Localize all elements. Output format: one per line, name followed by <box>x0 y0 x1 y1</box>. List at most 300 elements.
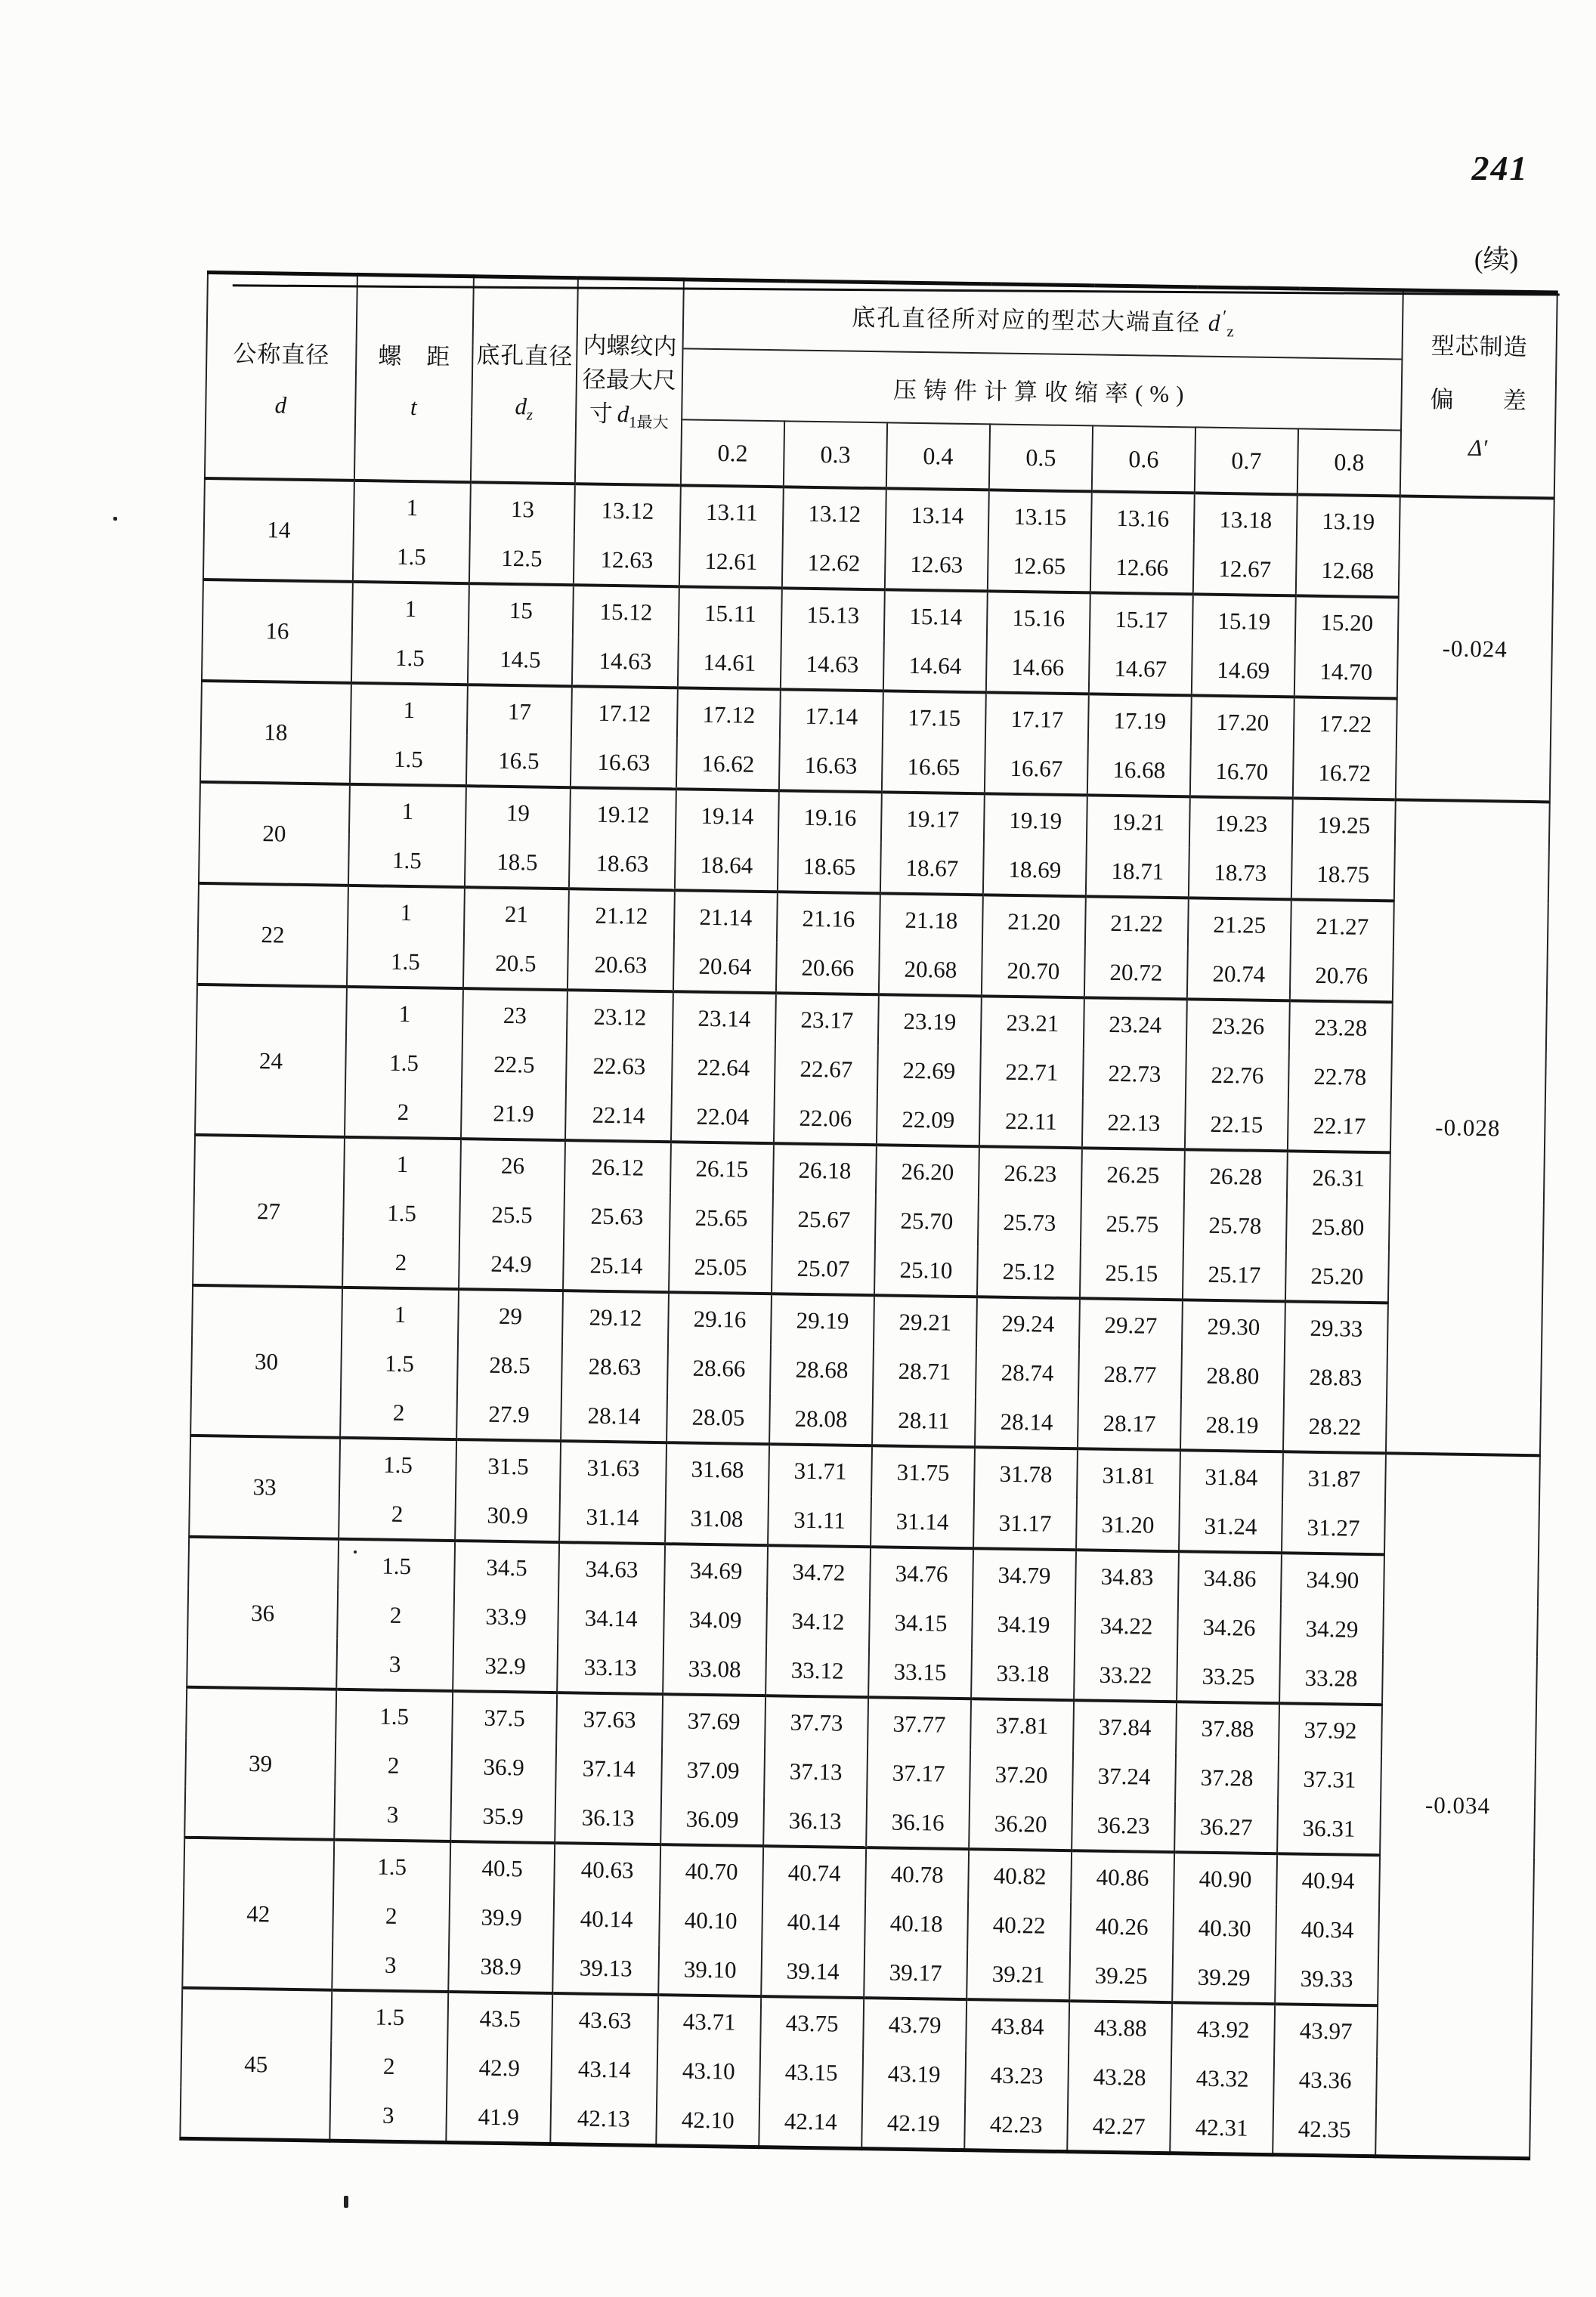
core-diameter-cell: 29.16 <box>668 1292 772 1344</box>
core-diameter-cell: 21.18 <box>880 893 983 945</box>
nominal-diameter-cell: 22 <box>197 883 348 987</box>
core-diameter-cell: 37.24 <box>1072 1751 1176 1801</box>
core-diameter-cell: 25.20 <box>1285 1251 1389 1303</box>
max-inner-diameter-cell: 34.14 <box>558 1593 664 1643</box>
core-diameter-cell: 28.74 <box>976 1347 1079 1398</box>
core-diameter-cell: 40.70 <box>660 1844 763 1897</box>
pitch-cell: 3 <box>329 2090 447 2143</box>
nominal-diameter-cell: 33 <box>189 1436 340 1539</box>
core-diameter-cell: 28.08 <box>769 1393 873 1445</box>
core-diameter-cell: 12.63 <box>885 539 988 591</box>
max-inner-diameter-cell: 15.12 <box>573 585 679 637</box>
deviation-cell: -0.034 <box>1375 1453 1540 2158</box>
bottom-hole-diameter-cell: 36.9 <box>451 1742 556 1792</box>
nominal-diameter-cell: 30 <box>190 1285 342 1438</box>
core-diameter-cell: 39.33 <box>1275 1953 1378 2005</box>
shrinkage-col-header: 0.4 <box>886 422 990 490</box>
core-diameter-cell: 40.22 <box>967 1900 1071 1950</box>
max-inner-diameter-cell: 20.63 <box>568 939 674 991</box>
max-inner-diameter-cell: 22.63 <box>566 1040 673 1091</box>
max-inner-diameter-cell: 17.12 <box>571 686 678 738</box>
pitch-symbol: t <box>410 393 417 420</box>
core-diameter-cell: 23.19 <box>878 994 982 1046</box>
core-diameter-cell: 26.31 <box>1287 1151 1390 1203</box>
core-diameter-cell: 36.16 <box>866 1797 970 1849</box>
core-diameter-cell: 16.72 <box>1293 747 1396 799</box>
core-diameter-cell: 40.10 <box>659 1895 762 1946</box>
core-diameter-cell: 43.36 <box>1273 2054 1377 2105</box>
core-diameter-cell: 36.23 <box>1072 1800 1175 1852</box>
deviation-cell: -0.028 <box>1386 799 1550 1455</box>
pitch-cell: 2 <box>332 1890 450 1941</box>
core-diameter-cell: 20.76 <box>1290 950 1393 1002</box>
core-diameter-cell: 19.21 <box>1087 795 1190 847</box>
core-diameter-cell: 36.27 <box>1174 1801 1278 1853</box>
core-diameter-cell: 37.88 <box>1176 1702 1279 1754</box>
core-diameter-cell: 12.67 <box>1193 543 1297 595</box>
core-diameter-cell: 40.82 <box>968 1849 1072 1901</box>
core-diameter-cell: 18.69 <box>983 844 1087 896</box>
max-inner-diameter-cell: 33.13 <box>557 1642 663 1694</box>
core-diameter-cell: 42.31 <box>1170 2102 1273 2155</box>
core-diameter-cell: 20.68 <box>879 944 982 996</box>
core-diameter-cell: 25.17 <box>1183 1249 1286 1301</box>
deviation-symbol: Δ′ <box>1468 434 1488 462</box>
core-diameter-cell: 34.26 <box>1177 1602 1281 1652</box>
nominal-diameter-cell: 24 <box>195 985 347 1137</box>
pitch-cell: 1 <box>351 683 468 735</box>
core-diameter-cell: 37.17 <box>867 1748 970 1798</box>
core-diameter-cell: 34.15 <box>869 1597 973 1648</box>
shrinkage-col-header: 0.2 <box>681 419 784 487</box>
core-diameter-cell: 20.70 <box>982 945 1085 997</box>
core-diameter-cell: 21.20 <box>982 895 1086 947</box>
core-diameter-cell: 43.84 <box>966 1999 1069 2051</box>
pitch-cell: 1 <box>352 582 469 634</box>
core-diameter-cell: 23.17 <box>775 993 879 1045</box>
core-diameter-cell: 13.14 <box>886 488 989 540</box>
core-diameter-cell: 37.13 <box>764 1746 868 1797</box>
core-diameter-cell: 22.64 <box>672 1042 775 1093</box>
core-diameter-cell: 25.70 <box>875 1195 979 1246</box>
core-diameter-cell: 18.75 <box>1291 849 1395 901</box>
max-inner-diameter-cell: 40.14 <box>553 1894 660 1944</box>
core-diameter-cell: 22.04 <box>671 1091 775 1143</box>
core-diameter-cell: 33.15 <box>868 1646 972 1699</box>
nominal-diameter-cell: 42 <box>182 1838 334 1990</box>
core-diameter-cell: 28.66 <box>667 1343 771 1393</box>
pitch-cell: 2 <box>345 1087 462 1139</box>
core-diameter-cell: 12.68 <box>1296 545 1400 597</box>
core-diameter-cell: 15.13 <box>781 588 885 640</box>
core-diameter-cell: 19.14 <box>676 789 779 841</box>
core-diameter-cell: 13.11 <box>680 485 784 537</box>
core-diameter-cell: 34.83 <box>1075 1550 1179 1602</box>
max-inner-diameter-cell: 22.14 <box>565 1090 672 1142</box>
core-diameter-cell: 15.16 <box>987 591 1090 643</box>
pitch-cell: 2 <box>330 2041 447 2091</box>
core-diameter-cell: 40.30 <box>1173 1903 1276 1953</box>
core-diameter-cell: 33.12 <box>766 1645 869 1697</box>
bottom-hole-diameter-cell: 41.9 <box>446 2091 551 2144</box>
header-bottom-hole-label: 底孔直径 <box>476 342 574 370</box>
bottom-hole-diameter-cell: 28.5 <box>457 1340 562 1390</box>
core-diameter-cell: 21.27 <box>1291 899 1394 951</box>
core-diameter-cell: 43.79 <box>863 1998 967 2050</box>
core-diameter-cell: 16.68 <box>1087 744 1191 796</box>
core-diameter-cell: 43.88 <box>1069 2001 1172 2053</box>
core-diameter-cell: 23.26 <box>1186 999 1290 1051</box>
core-diameter-cell: 31.75 <box>871 1445 975 1498</box>
deviation-cell: -0.024 <box>1396 496 1554 802</box>
bottom-hole-diameter-cell: 16.5 <box>466 735 571 787</box>
table-area <box>179 271 1560 2160</box>
max-inner-diameter-cell: 16.63 <box>571 737 677 789</box>
core-diameter-cell: 31.68 <box>666 1442 769 1495</box>
core-diameter-cell: 40.74 <box>762 1846 866 1898</box>
pitch-cell: 1 <box>344 1137 461 1189</box>
core-diameter-cell: 29.24 <box>976 1297 1080 1349</box>
core-diameter-cell: 16.70 <box>1190 746 1294 798</box>
core-diameter-cell: 31.84 <box>1180 1450 1283 1502</box>
bottom-hole-diameter-cell: 19 <box>466 786 571 838</box>
max-inner-diameter-cell: 42.13 <box>550 2093 657 2146</box>
core-diameter-cell: 22.09 <box>877 1094 980 1146</box>
bottom-hole-diameter-cell: 40.5 <box>450 1841 555 1894</box>
core-diameter-cell: 40.86 <box>1071 1850 1174 1903</box>
bottom-hole-diameter-cell: 42.9 <box>447 2042 552 2093</box>
core-diameter-cell: 28.05 <box>667 1392 770 1444</box>
pitch-cell: 1.5 <box>331 1990 448 2042</box>
core-diameter-cell: 22.78 <box>1288 1051 1392 1102</box>
core-diameter-cell: 23.24 <box>1084 997 1187 1050</box>
core-diameter-cell: 37.73 <box>765 1696 868 1748</box>
core-diameter-cell: 14.67 <box>1089 643 1192 695</box>
max-inner-symbol: d <box>617 400 629 428</box>
core-diameter-cell: 28.22 <box>1283 1401 1387 1453</box>
core-diameter-cell: 28.11 <box>872 1395 976 1447</box>
pitch-cell: 1 <box>349 784 466 836</box>
pitch-cell: 1 <box>342 1288 459 1340</box>
core-diameter-cell: 31.27 <box>1282 1502 1385 1554</box>
core-diameter-cell: 43.97 <box>1274 2004 1378 2056</box>
core-diameter-cell: 15.17 <box>1090 592 1193 645</box>
max-inner-diameter-cell: 18.63 <box>569 838 676 890</box>
bottom-hole-diameter-cell: 15 <box>469 583 574 635</box>
core-diameter-cell: 36.09 <box>660 1794 764 1846</box>
core-diameter-cell: 22.15 <box>1185 1099 1288 1151</box>
core-diameter-cell: 37.77 <box>868 1697 971 1749</box>
thread-core-diameter-table <box>179 271 1558 2160</box>
pitch-cell: 1.5 <box>341 1338 458 1389</box>
core-diameter-cell: 19.19 <box>984 793 1087 846</box>
pitch-cell: 2 <box>342 1237 459 1289</box>
nominal-diameter-cell: 27 <box>193 1135 345 1288</box>
core-diameter-cell: 33.25 <box>1177 1651 1280 1703</box>
pitch-cell: 2 <box>337 1590 454 1640</box>
core-diameter-cell: 12.62 <box>782 537 886 589</box>
core-diameter-cell: 40.26 <box>1070 1901 1174 1952</box>
core-diameter-cell: 23.14 <box>673 991 776 1043</box>
core-diameter-cell: 43.32 <box>1171 2053 1274 2104</box>
core-diameter-cell: 22.67 <box>775 1043 878 1094</box>
core-diameter-cell: 15.11 <box>679 586 782 638</box>
core-diameter-cell: 29.33 <box>1285 1301 1388 1353</box>
core-diameter-cell: 40.78 <box>865 1847 969 1900</box>
core-diameter-cell: 31.71 <box>769 1444 872 1496</box>
pitch-cell: 1.5 <box>347 936 464 988</box>
core-diameter-cell: 25.10 <box>874 1244 978 1297</box>
core-diameter-cell: 20.74 <box>1187 948 1291 1000</box>
core-diameter-cell: 43.92 <box>1171 2002 1275 2054</box>
bottom-hole-diameter-cell: 29 <box>458 1289 563 1341</box>
core-diameter-cell: 31.11 <box>768 1495 871 1547</box>
core-diameter-cell: 19.17 <box>881 792 985 844</box>
core-diameter-cell: 42.27 <box>1067 2101 1171 2153</box>
core-diameter-cell: 25.15 <box>1080 1247 1183 1300</box>
core-diameter-cell: 22.17 <box>1288 1100 1391 1152</box>
core-diameter-cell: 42.14 <box>759 2096 862 2149</box>
bottom-hole-diameter-cell: 25.5 <box>459 1189 564 1240</box>
max-inner-diameter-cell: 13.12 <box>574 484 681 536</box>
max-inner-diameter-cell: 28.14 <box>561 1390 667 1442</box>
core-diameter-cell: 18.67 <box>880 842 984 895</box>
bottom-hole-diameter-cell: 21.9 <box>461 1088 566 1140</box>
core-diameter-cell: 21.25 <box>1188 898 1291 950</box>
core-diameter-cell: 14.63 <box>781 638 884 691</box>
bottom-hole-diameter-cell: 23 <box>462 988 568 1040</box>
core-diameter-cell: 26.15 <box>670 1142 774 1194</box>
core-diameter-cell: 25.80 <box>1286 1201 1390 1252</box>
header-max-inner-label: 内螺纹内径最大尺寸 <box>582 332 677 428</box>
core-diameter-cell: 34.86 <box>1178 1551 1282 1603</box>
header-bottom-hole-diameter <box>471 277 578 484</box>
max-inner-diameter-cell: 29.12 <box>562 1291 669 1343</box>
core-diameter-cell: 43.71 <box>657 1995 761 2047</box>
bottom-hole-diameter-cell: 18.5 <box>465 836 570 889</box>
core-diameter-cell: 42.19 <box>861 2098 965 2150</box>
core-diameter-cell: 42.35 <box>1273 2104 1376 2156</box>
pitch-cell: 3 <box>332 1940 449 1992</box>
core-diameter-cell: 16.63 <box>779 740 883 792</box>
core-diameter-cell: 17.17 <box>985 692 1089 744</box>
header-pitch-label: 螺 距 <box>378 342 451 370</box>
pitch-cell: 1 <box>346 987 463 1039</box>
core-diameter-cell: 14.64 <box>883 640 987 692</box>
pitch-cell: 3 <box>336 1639 453 1691</box>
core-diameter-cell: 13.15 <box>988 490 1092 542</box>
core-diameter-cell: 25.12 <box>977 1246 1081 1298</box>
page-number: 241 <box>1471 149 1529 187</box>
deviation-label-line2: 偏 差 <box>1430 386 1527 414</box>
core-diameter-cell: 22.73 <box>1083 1048 1186 1099</box>
core-diameter-cell: 17.22 <box>1294 697 1397 749</box>
core-diameter-cell: 12.61 <box>679 536 783 588</box>
pitch-cell: 1.5 <box>338 1539 455 1591</box>
core-diameter-cell: 31.17 <box>973 1498 1077 1550</box>
core-diameter-cell: 31.20 <box>1076 1499 1180 1551</box>
bottom-hole-diameter-cell: 24.9 <box>459 1238 564 1291</box>
core-diameter-symbol: d′ <box>1208 308 1227 337</box>
core-diameter-cell: 43.23 <box>965 2050 1069 2101</box>
scan-speck <box>344 2196 348 2208</box>
max-inner-diameter-cell: 12.63 <box>574 534 680 586</box>
core-diameter-cell: 37.92 <box>1279 1703 1382 1755</box>
bottom-hole-diameter-cell: 14.5 <box>468 634 573 686</box>
core-diameter-cell: 22.11 <box>979 1096 1083 1148</box>
core-diameter-cell: 42.10 <box>656 2095 759 2147</box>
pitch-cell: 3 <box>334 1789 451 1841</box>
pitch-cell: 1.5 <box>333 1840 450 1892</box>
core-diameter-cell: 34.29 <box>1280 1603 1384 1654</box>
pitch-cell: 1.5 <box>336 1690 453 1742</box>
core-diameter-cell: 39.25 <box>1069 1950 1173 2002</box>
core-diameter-cell: 22.13 <box>1082 1097 1186 1149</box>
core-diameter-cell: 37.20 <box>970 1749 1073 1800</box>
max-inner-diameter-cell: 39.13 <box>552 1943 659 1995</box>
core-diameter-cell: 33.28 <box>1279 1652 1383 1705</box>
max-inner-diameter-cell: 23.12 <box>567 990 673 1042</box>
scan-speck <box>354 1550 357 1553</box>
core-diameter-cell: 22.69 <box>877 1045 981 1096</box>
nominal-diameter-cell: 18 <box>200 681 351 784</box>
max-inner-diameter-cell: 36.13 <box>555 1792 661 1844</box>
header-max-inner-diameter: 内螺纹内径最大尺寸 $d_{1最大}$ <box>575 278 684 486</box>
core-diameter-cell: 37.69 <box>662 1694 766 1746</box>
max-inner-diameter-cell: 25.14 <box>563 1240 670 1292</box>
core-diameter-cell: 17.19 <box>1088 694 1192 746</box>
shrinkage-col-header: 0.6 <box>1092 425 1195 493</box>
max-inner-diameter-cell: 43.63 <box>552 1993 658 2045</box>
core-diameter-cell: 34.72 <box>767 1545 871 1597</box>
core-diameter-cell: 15.20 <box>1295 595 1399 648</box>
bottom-hole-diameter-cell: 22.5 <box>462 1039 567 1090</box>
nominal-diameter-cell: 20 <box>199 782 350 886</box>
max-inner-diameter-cell: 25.63 <box>564 1191 670 1241</box>
bottom-hole-diameter-cell: 26 <box>460 1139 565 1191</box>
bottom-hole-diameter-cell: 20.5 <box>463 938 568 990</box>
core-diameter-cell: 25.67 <box>772 1194 876 1244</box>
core-diameter-cell: 25.07 <box>772 1243 875 1295</box>
continued-marker: (续) <box>1474 245 1519 274</box>
core-diameter-cell: 17.20 <box>1191 695 1294 747</box>
core-diameter-cell: 21.16 <box>777 892 880 944</box>
core-diameter-cell: 31.24 <box>1179 1501 1282 1553</box>
table-body <box>180 478 1554 2159</box>
core-diameter-cell: 34.79 <box>973 1548 1076 1600</box>
bottom-hole-diameter-cell: 32.9 <box>453 1640 558 1693</box>
bottom-hole-diameter-cell: 12.5 <box>469 533 574 585</box>
core-diameter-cell: 28.19 <box>1180 1399 1284 1451</box>
max-inner-diameter-cell: 19.12 <box>570 787 676 839</box>
core-diameter-cell: 16.65 <box>882 741 985 793</box>
max-inner-diameter-cell: 37.14 <box>555 1743 662 1794</box>
core-diameter-cell: 18.65 <box>778 841 881 893</box>
core-diameter-cell: 13.12 <box>783 487 886 539</box>
core-diameter-cell: 20.72 <box>1084 947 1188 999</box>
max-inner-diameter-cell: 40.63 <box>554 1843 660 1895</box>
pitch-cell: 1 <box>354 481 471 533</box>
bottom-hole-symbol: $d_z$ <box>515 392 534 424</box>
core-diameter-cell: 34.76 <box>870 1547 973 1599</box>
pitch-cell: 2 <box>339 1489 456 1541</box>
bottom-hole-diameter-cell: 35.9 <box>450 1791 555 1843</box>
bottom-hole-diameter-cell: 38.9 <box>448 1941 553 1993</box>
max-inner-diameter-cell: 26.12 <box>564 1140 671 1192</box>
max-inner-diameter-cell: 34.63 <box>558 1542 665 1594</box>
core-diameter-cell: 25.05 <box>669 1241 772 1294</box>
core-diameter-cell: 43.15 <box>759 2047 863 2098</box>
bottom-hole-diameter-cell: 30.9 <box>455 1490 560 1542</box>
core-diameter-cell: 40.14 <box>762 1897 865 1947</box>
core-diameter-cell: 29.27 <box>1079 1298 1183 1350</box>
core-diameter-cell: 26.23 <box>979 1146 1082 1198</box>
core-diameter-cell: 31.87 <box>1282 1451 1386 1504</box>
header-core-manufacturing-deviation <box>1400 290 1557 498</box>
core-diameter-cell: 26.20 <box>876 1145 979 1197</box>
nominal-diameter-cell: 16 <box>202 580 353 683</box>
core-diameter-cell: 13.18 <box>1194 493 1298 545</box>
pitch-cell: 1.5 <box>348 835 466 887</box>
pitch-cell: 1.5 <box>353 531 470 583</box>
core-diameter-cell: 33.22 <box>1074 1649 1177 1702</box>
core-diameter-cell: 17.14 <box>780 689 883 741</box>
core-diameter-cell: 12.66 <box>1090 542 1194 594</box>
core-diameter-cell: 14.66 <box>986 641 1090 694</box>
core-diameter-cell: 43.10 <box>657 2045 760 2096</box>
core-diameter-cell: 37.28 <box>1175 1752 1279 1803</box>
core-diameter-cell: 13.19 <box>1297 494 1400 546</box>
core-diameter-cell: 34.19 <box>972 1599 1075 1649</box>
core-diameter-cell: 28.68 <box>770 1344 874 1395</box>
core-diameter-cell: 18.71 <box>1086 846 1189 898</box>
core-diameter-cell: 18.73 <box>1189 847 1292 899</box>
shrinkage-col-header: 0.7 <box>1195 427 1298 494</box>
core-diameter-cell: 19.25 <box>1292 798 1396 850</box>
core-diameter-cell: 28.77 <box>1078 1349 1182 1399</box>
core-diameter-cell: 36.31 <box>1277 1803 1381 1855</box>
core-diameter-cell: 34.69 <box>664 1544 768 1596</box>
header-nominal-diameter <box>205 273 357 481</box>
core-diameter-cell: 28.83 <box>1284 1352 1387 1402</box>
bottom-hole-diameter-cell: 43.5 <box>447 1992 552 2044</box>
max-inner-diameter-cell: 21.12 <box>568 889 675 941</box>
pitch-cell: 2 <box>340 1387 457 1439</box>
core-diameter-cell: 15.14 <box>884 589 988 641</box>
core-diameter-cell: 21.14 <box>674 890 778 942</box>
core-diameter-cell: 20.64 <box>673 941 777 993</box>
bottom-hole-diameter-cell: 39.9 <box>449 1892 554 1943</box>
core-diameter-cell: 37.84 <box>1073 1700 1177 1752</box>
core-diameter-cell: 34.90 <box>1281 1553 1384 1605</box>
header-pitch <box>354 274 474 482</box>
core-diameter-cell: 26.18 <box>773 1143 877 1195</box>
nominal-diameter-symbol: d <box>274 391 287 419</box>
core-diameter-cell: 34.09 <box>663 1594 767 1645</box>
core-diameter-cell: 39.29 <box>1172 1952 1276 2004</box>
core-diameter-cell: 33.08 <box>663 1643 766 1696</box>
header-shrinkage-rate-title: 压铸件计算收缩率(%) <box>682 348 1402 430</box>
core-diameter-cell: 29.30 <box>1182 1300 1285 1352</box>
core-diameter-cell: 43.28 <box>1068 2051 1171 2102</box>
core-diameter-cell: 39.14 <box>761 1946 865 1998</box>
header-nominal-diameter-label: 公称直径 <box>233 340 330 368</box>
core-diameter-cell: 39.10 <box>658 1944 762 1996</box>
pitch-cell: 1.5 <box>345 1037 462 1088</box>
core-diameter-cell: 18.64 <box>675 839 778 892</box>
core-diameter-cell: 33.18 <box>971 1648 1075 1700</box>
scan-speck <box>113 517 117 521</box>
